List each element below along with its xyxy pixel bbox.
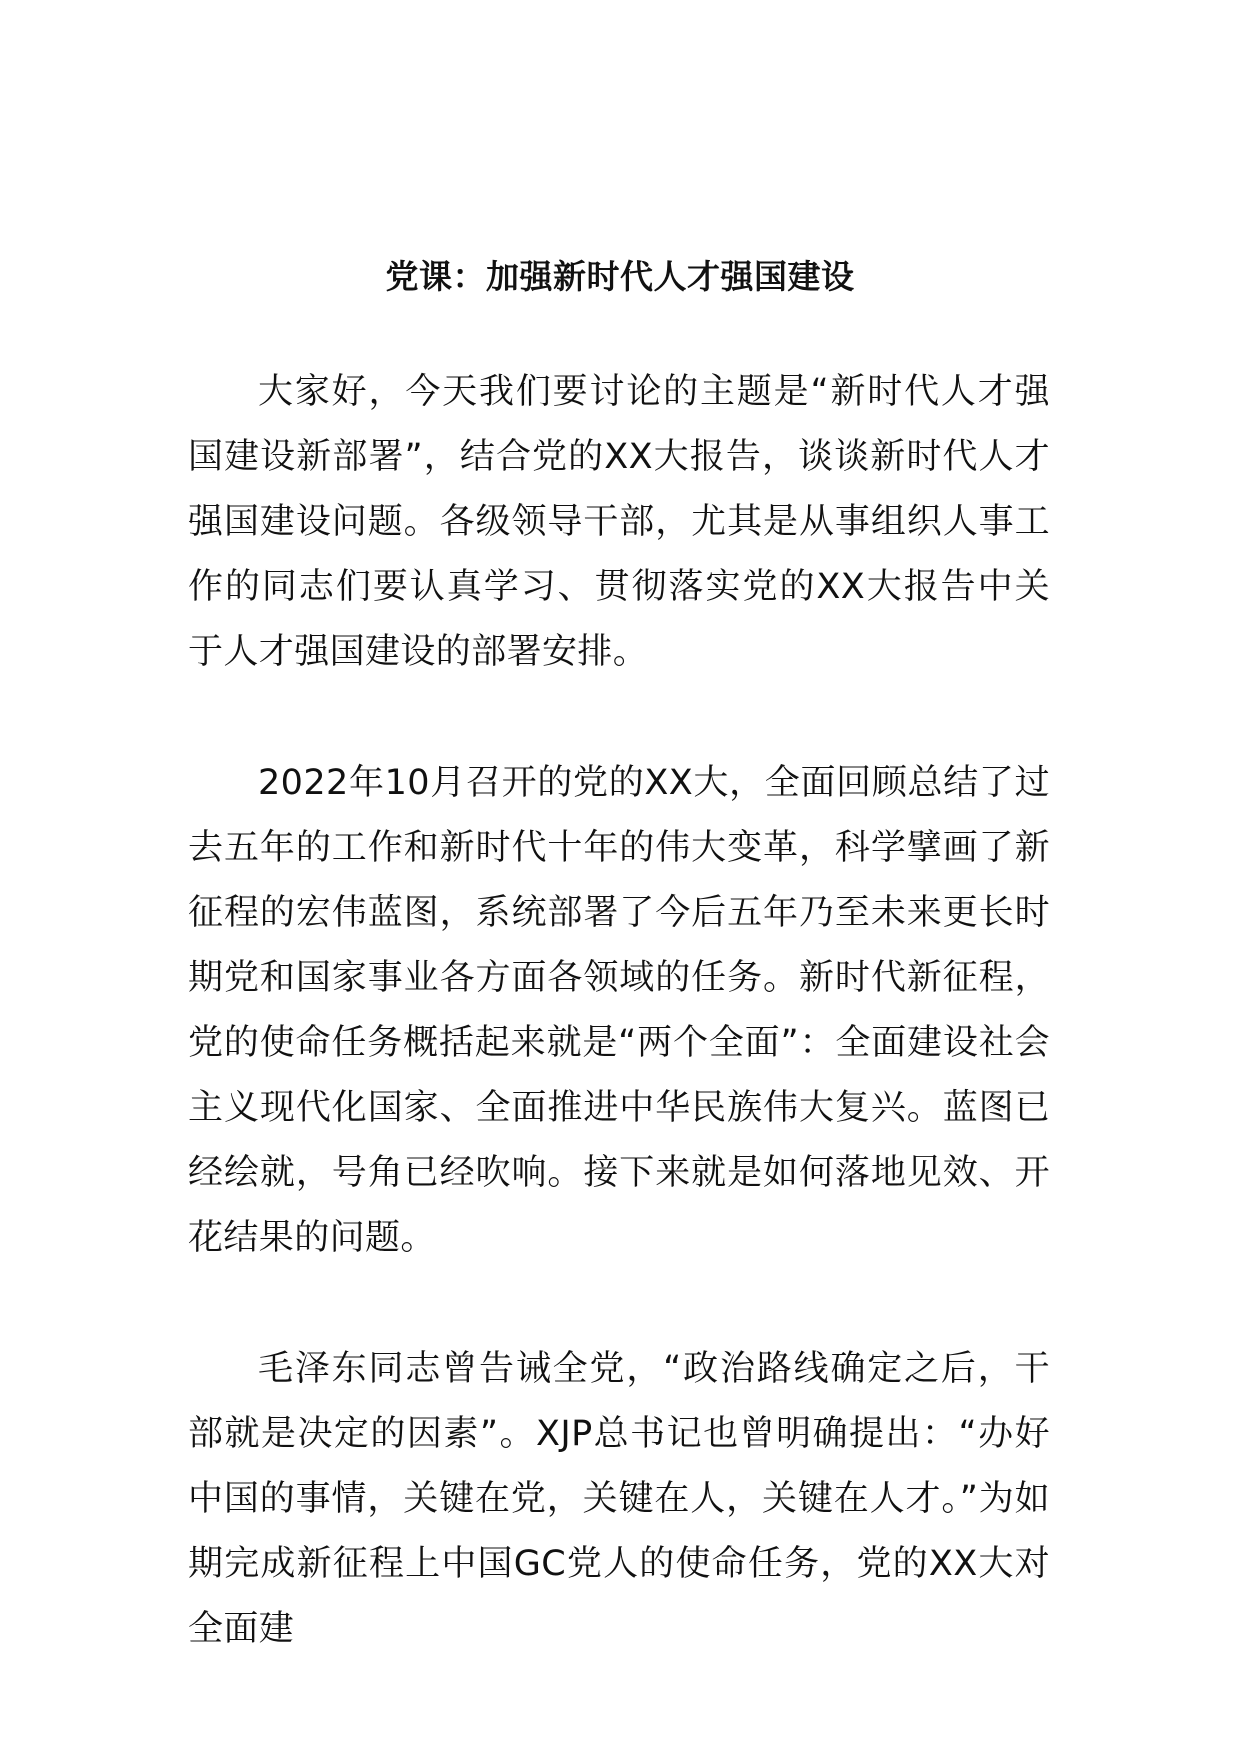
- paragraph-2: 2022年10月召开的党的XX大，全面回顾总结了过去五年的工作和新时代十年的伟大变革，科学擘画了新征程的宏伟蓝图，系统部署了今后五年乃至未来更长时期党和国家事业各方面各领域的任务。新时代新征程，党的使命任务概括起来就是“两个全面”：全面建设社会主义现代化国家、全面推进中华民族伟大复兴。蓝图已经绘就，号角已经吹响。接下来就是如何落地见效、开花结果的问题。: [188, 763, 1050, 1258]
- document-body: [188, 360, 1050, 1728]
- paragraph-1: 大家好，今天我们要讨论的主题是“新时代人才强国建设新部署”，结合党的XX大报告，谈谈新时代人才强国建设问题。各级领导干部，尤其是从事组织人事工作的同志们要认真学习、贯彻落实党的XX大报告中关于人才强国建设的部署安排。: [188, 372, 1050, 672]
- paragraph-3: 毛泽东同志曾告诫全党，“政治路线确定之后，干部就是决定的因素”。XJP总书记也曾明确提出：“办好中国的事情，关键在党，关键在人，关键在人才。”为如期完成新征程上中国GC党人的使命任务，党的XX大对全面建: [188, 1349, 1050, 1649]
- document-title: 党课：加强新时代人才强国建设: [385, 257, 855, 296]
